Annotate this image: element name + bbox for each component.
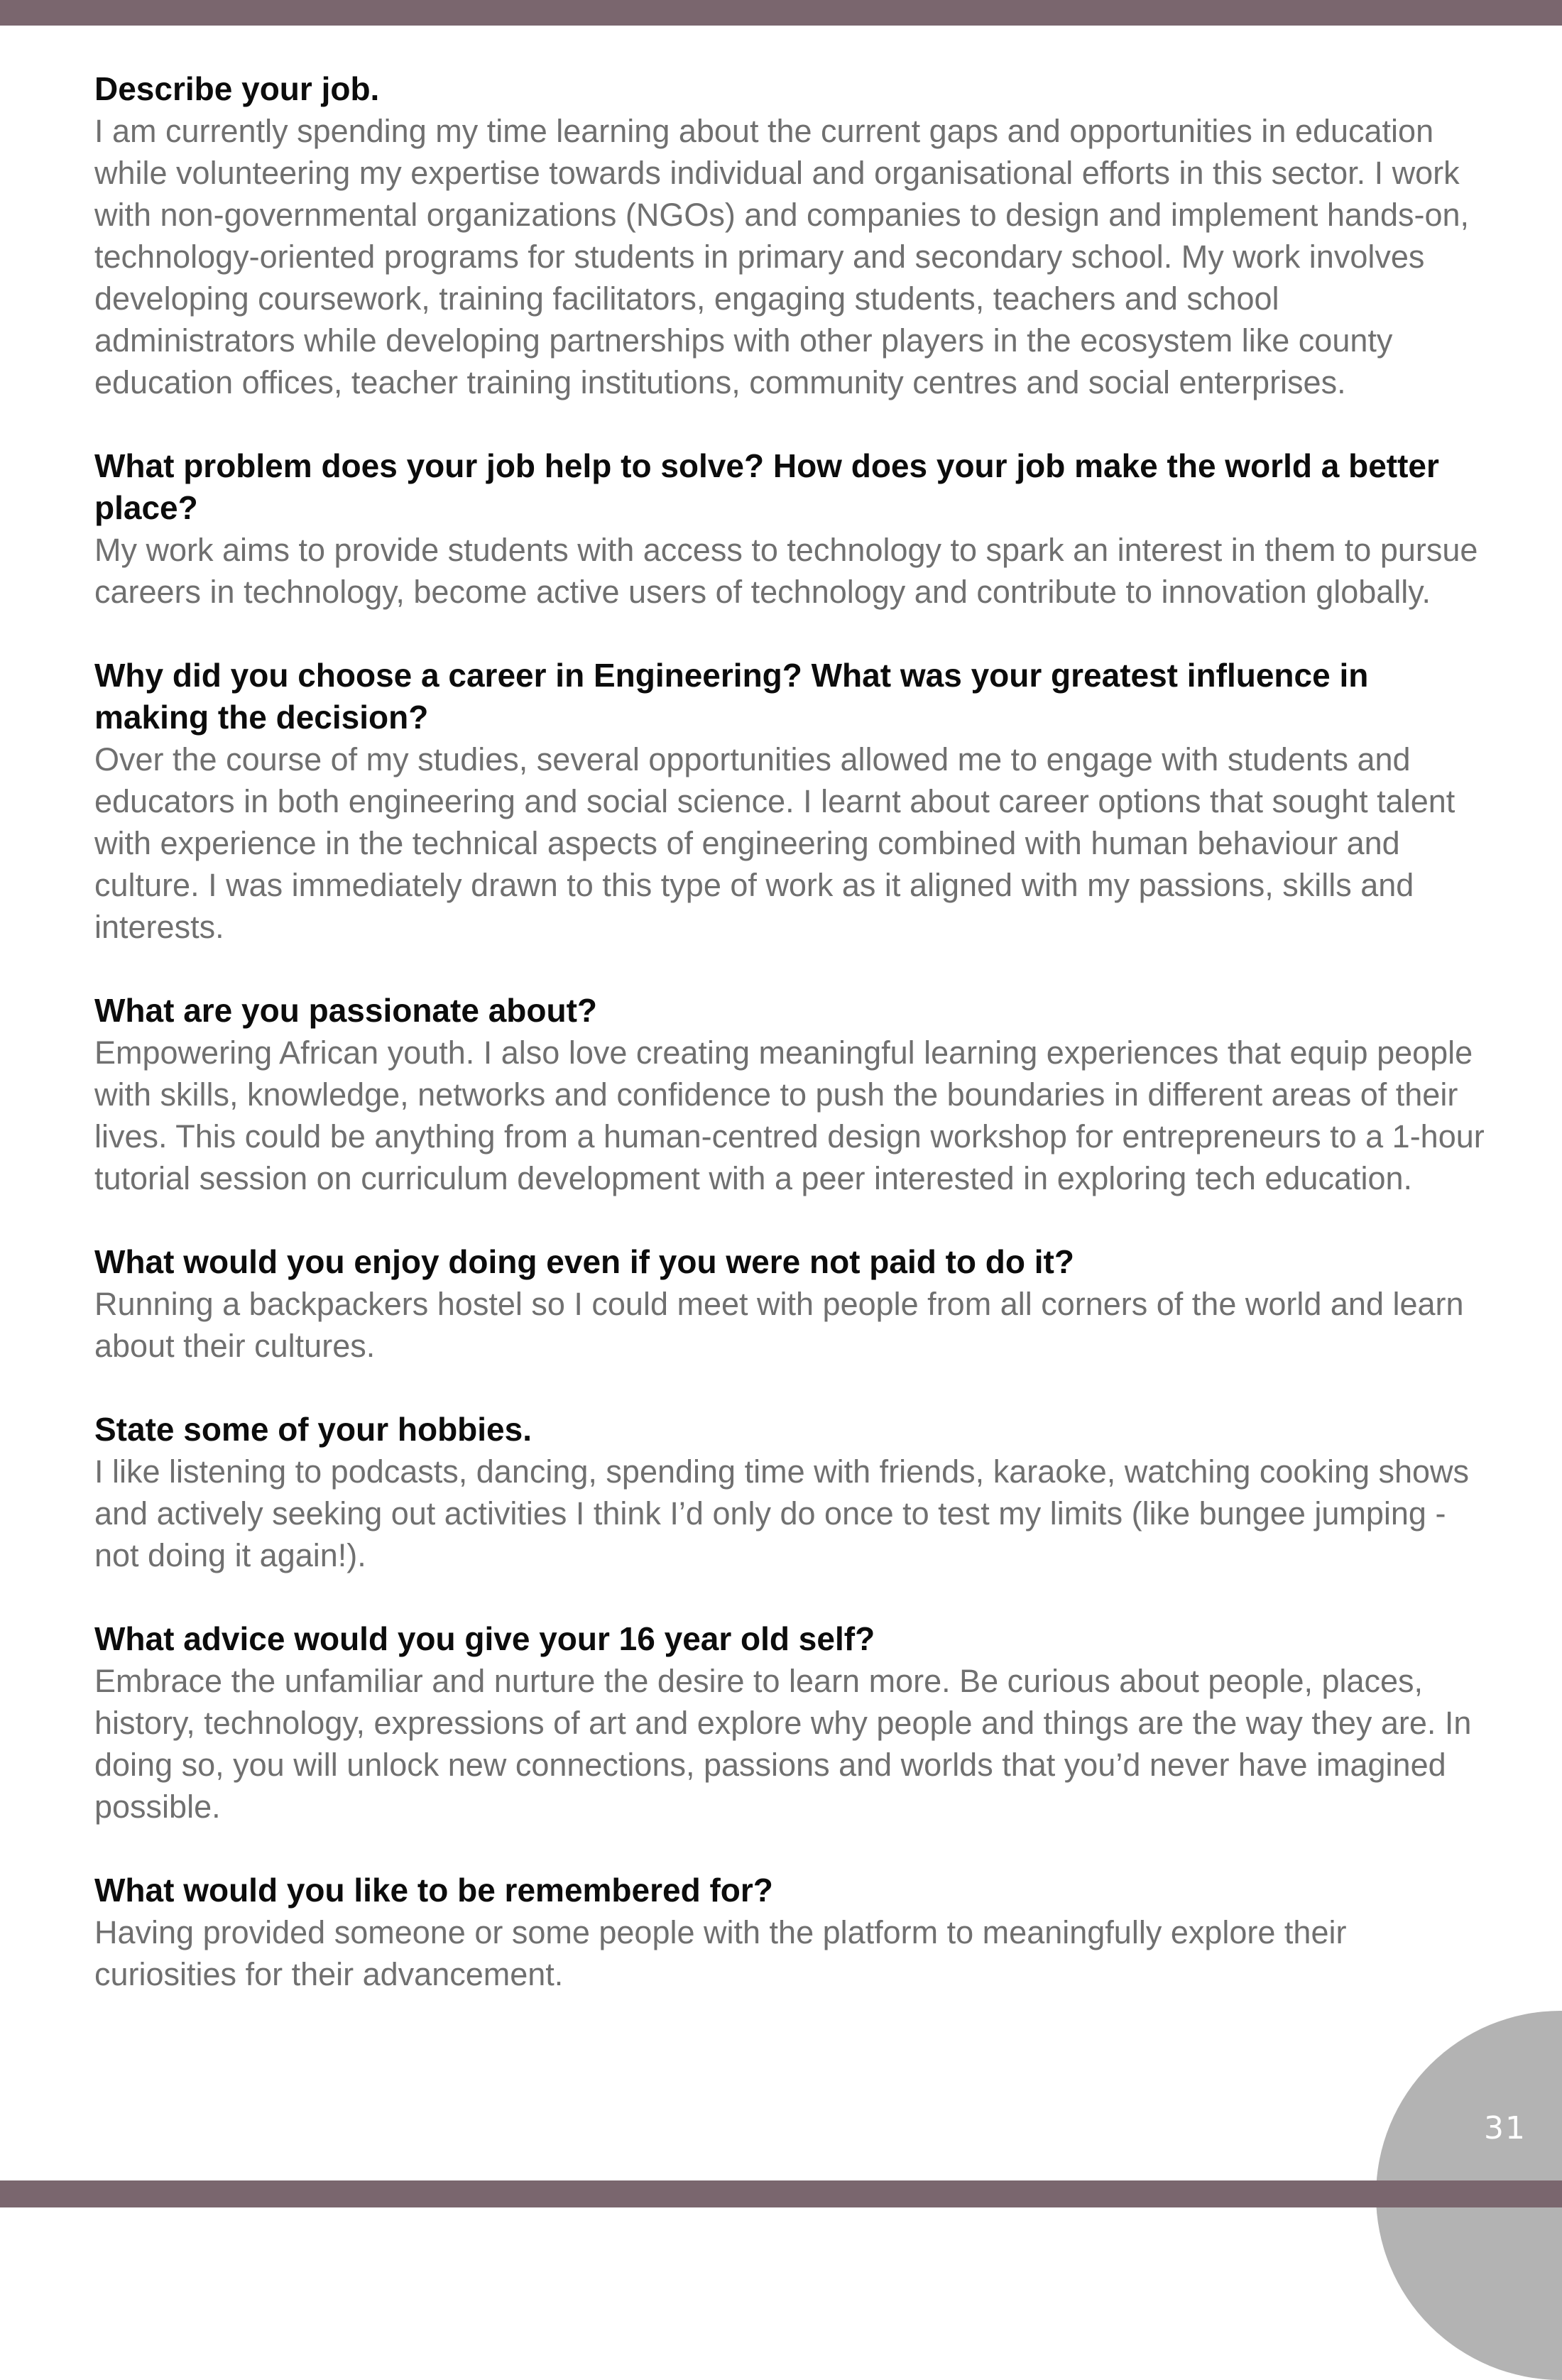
qa-passions: [94, 990, 1486, 1199]
answer: Having provided someone or some people with the platform to meaningfully explore their curiosities for their advancement.: [94, 1914, 1347, 1992]
question: Describe your job.: [94, 70, 380, 107]
page-number: 31: [1484, 2110, 1526, 2146]
question: What are you passionate about?: [94, 992, 597, 1029]
answer: Empowering African youth. I also love creating meaningful learning experiences that equip people with skills, knowledge, networks and confidence to push the boundaries in different areas of their lives. This could be anything from a human-centred design workshop for entrepreneurs to a 1-hour tutorial session on curriculum development with a peer interested in exploring tech education.: [94, 1035, 1485, 1196]
question: Why did you choose a career in Engineering? What was your greatest influence in making the decision?: [94, 657, 1369, 736]
qa-hobbies: [94, 1409, 1486, 1576]
interview-content: [94, 68, 1486, 2037]
top-color-band: [0, 0, 1562, 26]
question: What would you enjoy doing even if you were not paid to do it?: [94, 1243, 1074, 1280]
qa-describe-job: [94, 68, 1486, 403]
qa-unpaid-enjoyment: [94, 1241, 1486, 1367]
question: What advice would you give your 16 year old self?: [94, 1620, 875, 1657]
answer: I am currently spending my time learning about the current gaps and opportunities in education while volunteering my expertise towards individual and organisational efforts in this sector. I work with non-governmental organizations (NGOs) and companies to design and implement hands-on, technology-oriented programs for students in primary and secondary school. My work involves developing coursework, training facilitators, engaging students, teachers and school administrators while developing partnerships with other players in the ecosystem like county education offices, teacher training institutions, community centres and social enterprises.: [94, 113, 1470, 400]
answer: My work aims to provide students with access to technology to spark an interest in them to pursue careers in technology, become active users of technology and contribute to innovation globally.: [94, 532, 1478, 610]
question: What would you like to be remembered for?: [94, 1872, 773, 1909]
answer: Over the course of my studies, several opportunities allowed me to engage with students and educators in both engineering and social science. I learnt about career options that sought talent with experience in the technical aspects of engineering combined with human behaviour and culture. I was immediately drawn to this type of work as it aligned with my passions, skills and interests.: [94, 741, 1456, 945]
bottom-color-band: [0, 2180, 1562, 2207]
question: What problem does your job help to solve? How does your job make the world a better place?: [94, 447, 1439, 526]
question: State some of your hobbies.: [94, 1411, 532, 1448]
answer: Embrace the unfamiliar and nurture the desire to learn more. Be curious about people, places, history, technology, expressions of art and explore why people and things are the way they are. In doing so, you will unlock new connections, passions and worlds that you’d never have imagined possible.: [94, 1663, 1472, 1825]
qa-career-choice: [94, 655, 1486, 948]
qa-problem-solved: [94, 445, 1486, 613]
qa-advice: [94, 1618, 1486, 1828]
answer: I like listening to podcasts, dancing, spending time with friends, karaoke, watching cooking shows and actively seeking out activities I think I’d only do once to test my limits (like bungee jumping - not doing it again!).: [94, 1453, 1470, 1573]
qa-remembered-for: [94, 1869, 1486, 1995]
answer: Running a backpackers hostel so I could meet with people from all corners of the world and learn about their cultures.: [94, 1286, 1464, 1364]
